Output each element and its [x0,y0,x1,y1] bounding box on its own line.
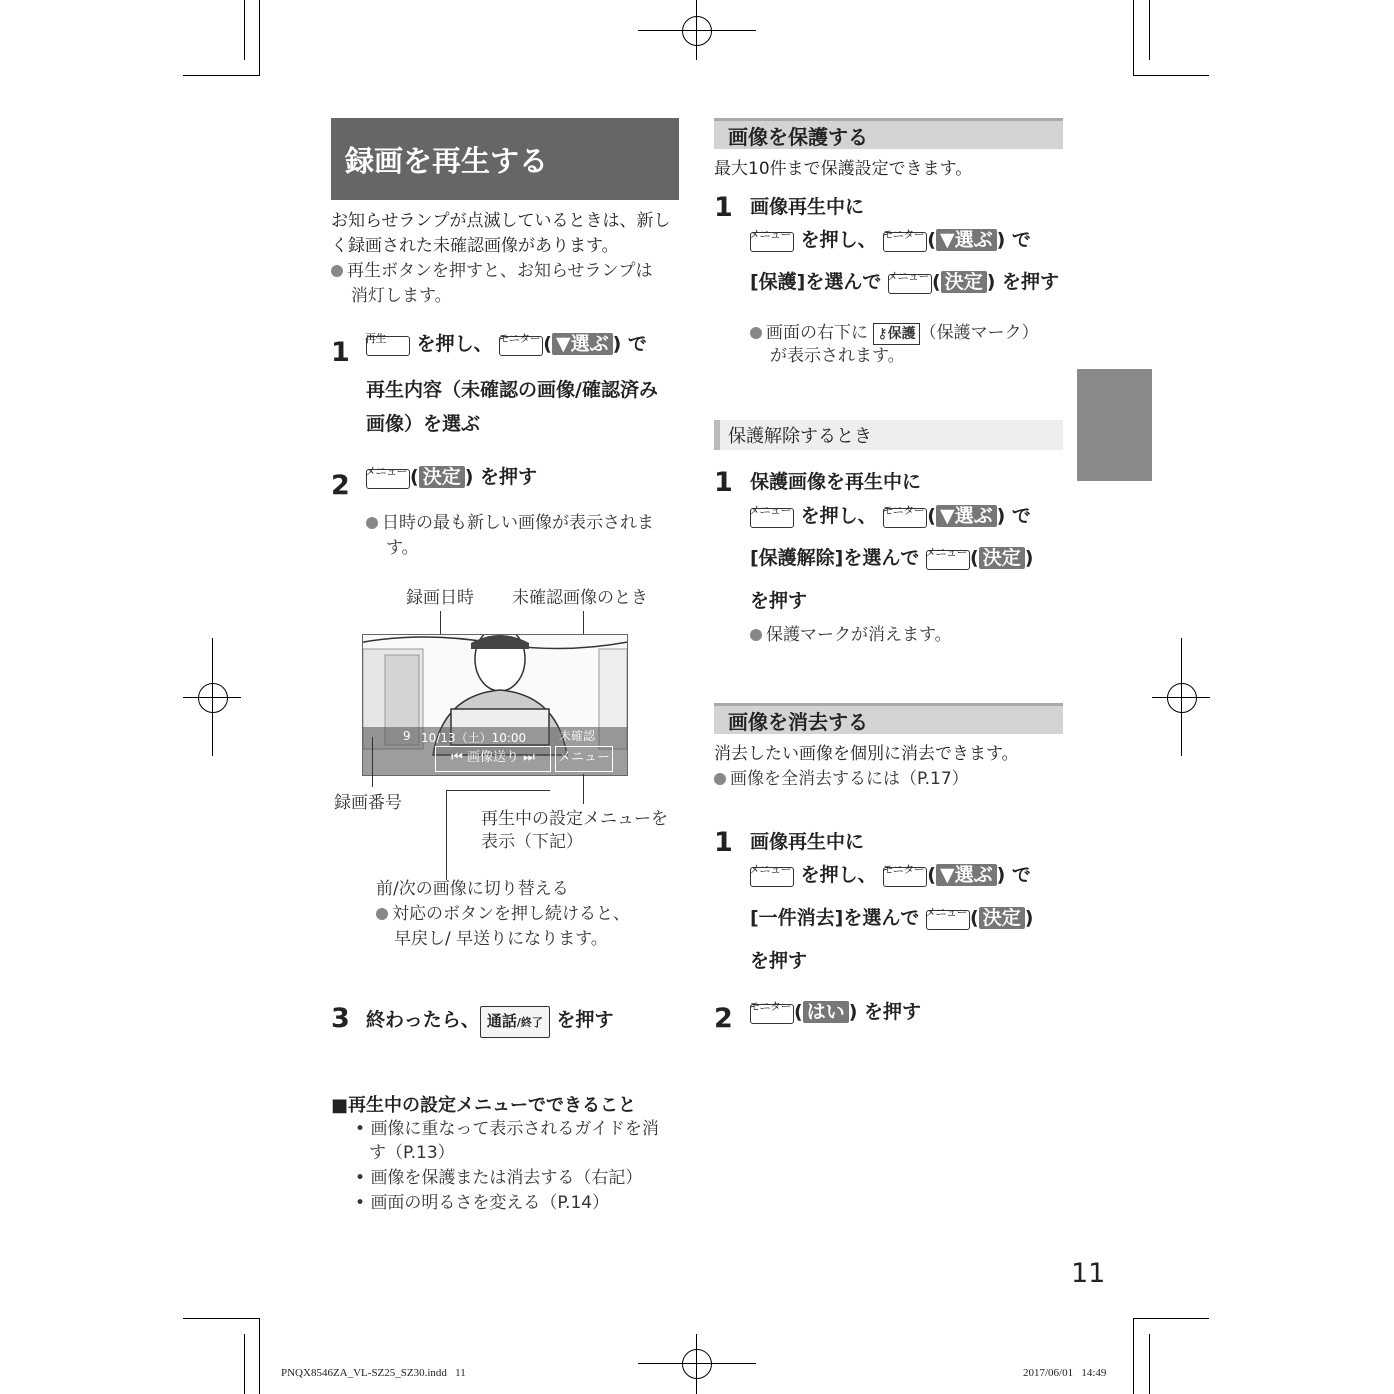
protect-step-1-line-1: 画像再生中に [750,196,865,218]
menu-item: • 画像に重なって表示されるガイドを消 [355,1119,659,1139]
unprotect-step-1-line-3: [保護解除]を選んで メニュー ( 決定 ) [750,546,1034,569]
menu-item-cont: す（P.13） [369,1143,455,1163]
callout-menu-cont: 表示（下記） [481,832,583,852]
delete-step-1-line-1: 画像再生中に [750,831,865,853]
screen-number: 9 [403,729,411,743]
section-delete-title: 画像を消去する [714,703,1063,734]
screen-datetime: 10/13（土）10:00 [421,731,527,745]
step-2-line-1: メニュー ( 決定 ) を押す [365,465,538,488]
monitor-key-icon: モニター [499,336,543,356]
delete-intro: 消去したい画像を個別に消去できます。 [714,744,1019,764]
menu-key-icon: メニュー [750,508,794,528]
step-2-bullet: 日時の最も新しい画像が表示されま [366,511,654,535]
delete-bullet: 画像を全消去するには（P.17） [714,767,969,791]
step-number: 1 [714,467,733,498]
callout-switch: 前/次の画像に切り替える [376,879,569,899]
select-chip: ▼選ぶ [552,333,613,355]
step-number: 1 [331,337,350,368]
step-number: 1 [714,827,733,858]
page-title: 録画を再生する [331,118,679,200]
unprotect-title: 保護解除するとき [714,420,1063,450]
step-number: 2 [714,1003,733,1034]
step-number: 3 [331,1003,350,1034]
callout-switch-bullet: 対応のボタンを押し続けると、 [376,902,630,926]
delete-step-2-line: モニター ( はい ) を押す [749,1000,922,1023]
menu-key-icon: メニュー [888,274,932,294]
monitor-key-icon: モニター [883,508,927,528]
intro-text: お知らせランプが点滅しているときは、新し [331,211,671,231]
menu-key-icon: メニュー [750,867,794,887]
menu-item: • 画像を保護または消去する（右記） [355,1168,643,1188]
unprotect-step-1-line-4: を押す [750,590,808,612]
footer-timestamp: 2017/06/01 14:49 [1023,1367,1107,1379]
screen-menu-button[interactable]: メニュー [555,746,613,772]
intro-text: く録画された未確認画像があります。 [331,236,619,256]
play-key-icon: 再生 [366,336,410,356]
callout-menu: 再生中の設定メニューを [481,809,668,829]
menu-item: • 画面の明るさを変える（P.14） [355,1193,610,1213]
screen-nav-button[interactable]: ⏮ 画像送り ⏭ [435,746,551,772]
step-1-line-3: 画像）を選ぶ [366,413,481,435]
decide-chip: 決定 [419,466,465,488]
footer-filename: PNQX8546ZA_VL-SZ25_SZ30.indd 11 [281,1367,466,1379]
menu-key-icon: メニュー [926,910,970,930]
intro-bullet-cont: 消灯します。 [351,286,452,306]
step-1-line-2: 再生内容（未確認の画像/確認済み [366,379,658,401]
step-3-line: 終わったら、 通話/終了 を押す [366,1003,614,1038]
screen-unconfirmed-badge: 未確認 [559,729,596,743]
callout-switch-bullet-cont: 早戻し/ 早送りになります。 [394,929,608,949]
monitor-key-icon: モニター [750,1004,794,1024]
section-protect-title: 画像を保護する [714,118,1063,149]
intro-bullet: 再生ボタンを押すと、お知らせランプは [331,259,653,283]
callout-number: 録画番号 [334,793,402,813]
menu-heading: ■再生中の設定メニューでできること [331,1095,637,1116]
delete-step-1-line-4: を押す [750,950,808,972]
delete-step-1-line-3: [一件消去]を選んで メニュー ( 決定 ) [750,906,1034,929]
unprotect-step-1-line-1: 保護画像を再生中に [750,471,922,493]
protect-bullet-cont: が表示されます。 [770,346,905,366]
protect-intro: 最大10件まで保護設定できます。 [714,159,973,179]
step-number: 2 [331,470,350,501]
monitor-key-icon: モニター [883,232,927,252]
unprotect-step-1-line-2: メニュー を押し、 モニター ( ▼選ぶ ) で [749,504,1031,527]
side-index-tab [1077,369,1152,481]
protect-step-1-line-3: [保護]を選んで メニュー ( 決定 ) を押す [750,270,1060,293]
step-2-bullet-cont: す。 [386,538,419,558]
menu-key-icon: メニュー [926,550,970,570]
screen-illustration [362,634,628,776]
callout-datetime: 録画日時 [406,588,474,608]
menu-key-icon: メニュー [750,232,794,252]
step-number: 1 [714,192,733,223]
monitor-key-icon: モニター [883,867,927,887]
unprotect-bullet: 保護マークが消えます。 [750,623,952,647]
callout-unconfirmed: 未確認画像のとき [512,588,648,608]
talk-end-button-icon: 通話/終了 [480,1006,550,1038]
menu-key-icon: メニュー [366,469,410,489]
step-1-line-1: 再生 を押し、 モニター ( ▼選ぶ ) で [365,332,647,355]
key-icon: ⚷保護 [873,323,919,345]
protect-bullet: 画面の右下に ⚷保護 （保護マーク） [750,321,1039,345]
protect-step-1-line-2: メニュー を押し、 モニター ( ▼選ぶ ) で [749,228,1031,251]
delete-step-1-line-2: メニュー を押し、 モニター ( ▼選ぶ ) で [749,863,1031,886]
page-number: 11 [1071,1258,1106,1289]
